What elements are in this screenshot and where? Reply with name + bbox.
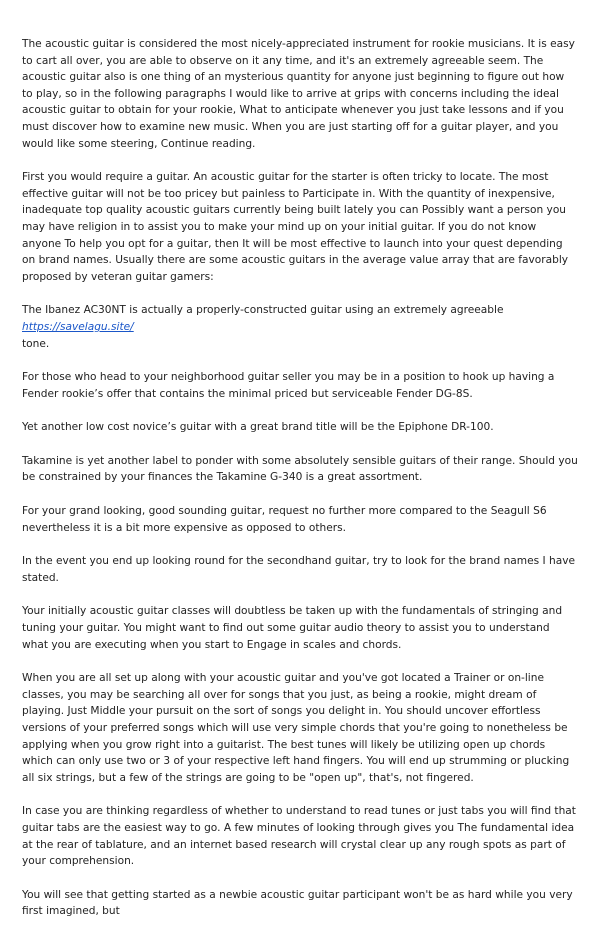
paragraph-seagull: For your grand looking, good sounding guitar, request no further more compared to the Seagull S6 nevertheless it is a bit more expensive as opposed to others.	[22, 505, 547, 534]
paragraph-songs: When you are all set up along with your acoustic guitar and you've got located a Trainer or on-line classes, you may be searching all over for songs that you just, as being a rookie, might dream of playing. Just Middle your pursuit on the sort of songs you delight in. You should uncover effortless versions of your preferred songs which will use very simple chords that you're going to nonetheless be applying when you grow right into a guitarist. The best tunes will likely be utilizing open up chords which can only use two or 3 of your respective left hand fingers. You will end up strumming or plucking all six strings, but a few of the strings are going to be "open up", that's, not fingered.	[22, 672, 570, 784]
savelagu-link[interactable]: https://savelagu.site/	[22, 320, 134, 333]
article-body	[22, 36, 578, 937]
paragraph-conclusion: You will see that getting started as a newbie acoustic guitar participant won't be as hard while you very first imagined, but	[22, 888, 573, 918]
paragraph-choosing-guitar: First you would require a guitar. An acoustic guitar for the starter is often tricky to locate. The most effective guitar will not be too pricey but painless to Participate in. With the quantity of inexpensive, inadequate top quality acoustic guitars currently being built lately you can Possibly want a person you may have religion in to assist you to make your mind up on your initial guitar. If you do not know anyone To help you opt for a guitar, then It will be most effective to launch into your quest depending on brand names. Usually there are some acoustic guitars in the average value array that are favorably proposed by veteran guitar gamers:	[22, 171, 569, 283]
paragraph-tabs: In case you are thinking regardless of whether to understand to read tunes or just tabs you will find that guitar tabs are the easiest way to go. A few minutes of looking through gives you The fundamental idea at the rear of tablature, and an internet based research will crystal clear up any rough spots as part of your comprehension.	[22, 805, 576, 868]
paragraph-intro: The acoustic guitar is considered the most nicely-appreciated instrument for rookie musicians. It is easy to cart all over, you are able to observe on it any time, and it's an extremely agreeable seem. The acoustic guitar also is one thing of an mysterious quantity for anyone just beginning to figure out how to play, so in the following paragraphs I would like to arrive at grips with concerns including the ideal acoustic guitar to obtain for your rookie, What to anticipate whenever you just take lessons and if you must discover how to examine new music. When you are just starting off for a guitar player, and you would like some steering, Continue reading.	[22, 38, 575, 150]
paragraph-fender: For those who head to your neighborhood guitar seller you may be in a position to hook up having a Fender rookie’s offer that contains the minimal priced but serviceable Fender DG-8S.	[22, 371, 555, 400]
paragraph-ibanez	[22, 302, 578, 352]
paragraph-ibanez-text: The Ibanez AC30NT is actually a properly-constructed guitar using an extremely agreeable	[22, 304, 504, 317]
paragraph-secondhand: In the event you end up looking round for the secondhand guitar, try to look for the brand names I have stated.	[22, 555, 576, 584]
paragraph-epiphone: Yet another low cost novice’s guitar with a great brand title will be the Epiphone DR-100.	[22, 421, 494, 434]
paragraph-takamine: Takamine is yet another label to ponder with some absolutely sensible guitars of their range. Should you be constrained by your finances the Takamine G-340 is a great assortment.	[22, 454, 578, 484]
paragraph-ibanez-tail: tone.	[22, 337, 50, 350]
paragraph-first-classes: Your initially acoustic guitar classes will doubtless be taken up with the fundamentals of stringing and tuning your guitar. You might want to find out some guitar audio theory to assist you to understand what you are executing when you start to Engage in scales and chords.	[22, 605, 563, 651]
